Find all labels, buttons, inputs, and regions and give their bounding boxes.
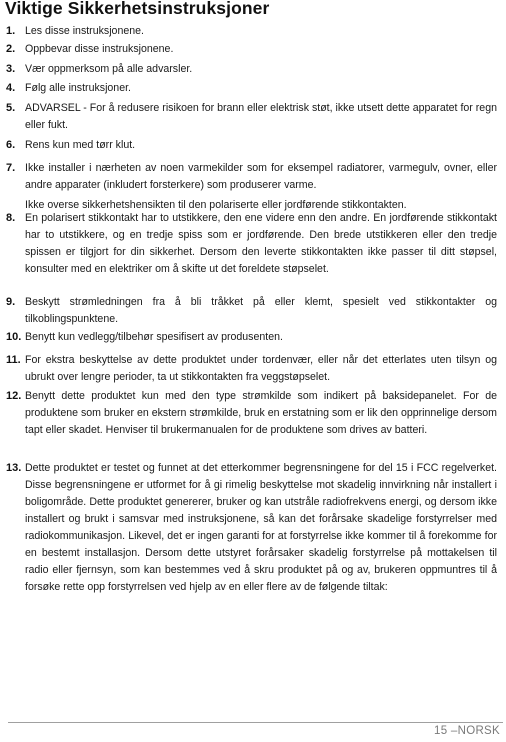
instruction-item-1 bbox=[6, 23, 497, 40]
item-text: Benytt dette produktet kun med den type strømkilde som indikert på baksidepanelet. For de produktene som bruker en ekstern strømkilde, bruk en erstatning som er lik den opprinnelige dersom tapt eller skadet. Henviser til brukermanualen for de produktene som drives av batteri. bbox=[25, 390, 497, 436]
item-text: Følg alle instruksjoner. bbox=[25, 82, 131, 94]
instruction-item-5 bbox=[6, 100, 497, 134]
instruction-item-8 bbox=[6, 210, 497, 278]
item-number: 11. bbox=[6, 354, 21, 366]
instruction-item-7 bbox=[6, 160, 497, 214]
instruction-item-9 bbox=[6, 294, 497, 328]
item-number: 5. bbox=[6, 102, 16, 114]
instruction-item-12 bbox=[6, 388, 497, 439]
item-number: 10. bbox=[6, 331, 22, 343]
instruction-item-2 bbox=[6, 41, 497, 58]
item-number: 12. bbox=[6, 390, 22, 402]
item-text: En polarisert stikkontakt har to utstikkere, den ene videre enn den andre. En jordførende stikkontakt har to utstikkere, og en tredje spiss som er jordførende. Den brede utstikkeren eller den tredje spissen er tilgjort for din sikkerhet. Dersom den leverte stikkontakten ikke passer til ditt støpsel, konsulter med en elektriker om å skifte ut det foreldete støpselet. bbox=[25, 212, 497, 275]
item-number: 9. bbox=[6, 296, 16, 308]
instruction-item-11 bbox=[6, 352, 497, 386]
item-text: Les disse instruksjonene. bbox=[25, 25, 144, 37]
footer-divider bbox=[8, 722, 503, 723]
item-number: 13. bbox=[6, 462, 22, 474]
item-number: 7. bbox=[6, 162, 16, 174]
page-number: 15 –NORSK bbox=[434, 725, 500, 737]
page-title: Viktige Sikkerhetsinstruksjoner bbox=[5, 0, 270, 18]
item-text-extra: Ikke overse sikkerhetshensikten til den polariserte eller jordførende stikkontakten. bbox=[25, 199, 407, 211]
instruction-item-10 bbox=[6, 329, 497, 346]
instruction-item-4 bbox=[6, 80, 497, 97]
item-number: 8. bbox=[6, 212, 16, 224]
item-text: Oppbevar disse instruksjonene. bbox=[25, 43, 174, 55]
item-number: 6. bbox=[6, 139, 16, 151]
item-text: Beskytt strømledningen fra å bli tråkket på eller klemt, spesielt ved stikkontakter og tilkoblingspunktene. bbox=[25, 296, 497, 325]
item-text: ADVARSEL - For å redusere risikoen for brann eller elektrisk støt, ikke utsett dette apparatet for regn eller fukt. bbox=[25, 102, 497, 131]
instruction-item-13 bbox=[6, 460, 497, 596]
item-text: Rens kun med tørr klut. bbox=[25, 139, 136, 151]
instruction-item-6 bbox=[6, 137, 497, 154]
item-number: 1. bbox=[6, 25, 16, 37]
item-text: Vær oppmerksom på alle advarsler. bbox=[25, 63, 193, 75]
item-text: For ekstra beskyttelse av dette produktet under tordenvær, eller når det etterlates uten tilsyn og ubrukt over lengre perioder, ta ut stikkontakten fra veggstøpselet. bbox=[25, 354, 497, 383]
item-text: Ikke installer i nærheten av noen varmekilder som for eksempel radiatorer, varmegulv, ovner, eller andre apparater (inkludert forsterkere) som produserer varme. bbox=[25, 162, 497, 191]
item-number: 2. bbox=[6, 43, 16, 55]
instruction-item-3 bbox=[6, 61, 497, 78]
item-text: Dette produktet er testet og funnet at det etterkommer begrensningene for del 15 i FCC regelverket. Disse begrensningene er utformet for å gi rimelig beskyttelse mot skadelig innvirkning når installert i boligområde. Dette produktet genererer, bruker og kan utstråle radiofrekvens energi, og dersom ikke installert og brukt i samsvar med instruksjonene, så kan det forårsake skadelige forstyrrelser med radiokommunikasjon. Likevel, det er ingen garanti for at forstyrrelse ikke kommer til å forekomme for en bestemt installasjon. Dersom dette utstyret forårsaker skadelig forstyrrelse på mottakelsen til radio eller fjernsyn, som kan bestemmes ved å skru produktet på og av, brukeren oppmuntres til å forsøke rette opp forstyrrelsen ved hjelp av en eller flere av de følgende tiltak: bbox=[25, 462, 497, 593]
item-text: Benytt kun vedlegg/tilbehør spesifisert av produsenten. bbox=[25, 331, 283, 343]
item-number: 3. bbox=[6, 63, 16, 75]
item-number: 4. bbox=[6, 82, 16, 94]
